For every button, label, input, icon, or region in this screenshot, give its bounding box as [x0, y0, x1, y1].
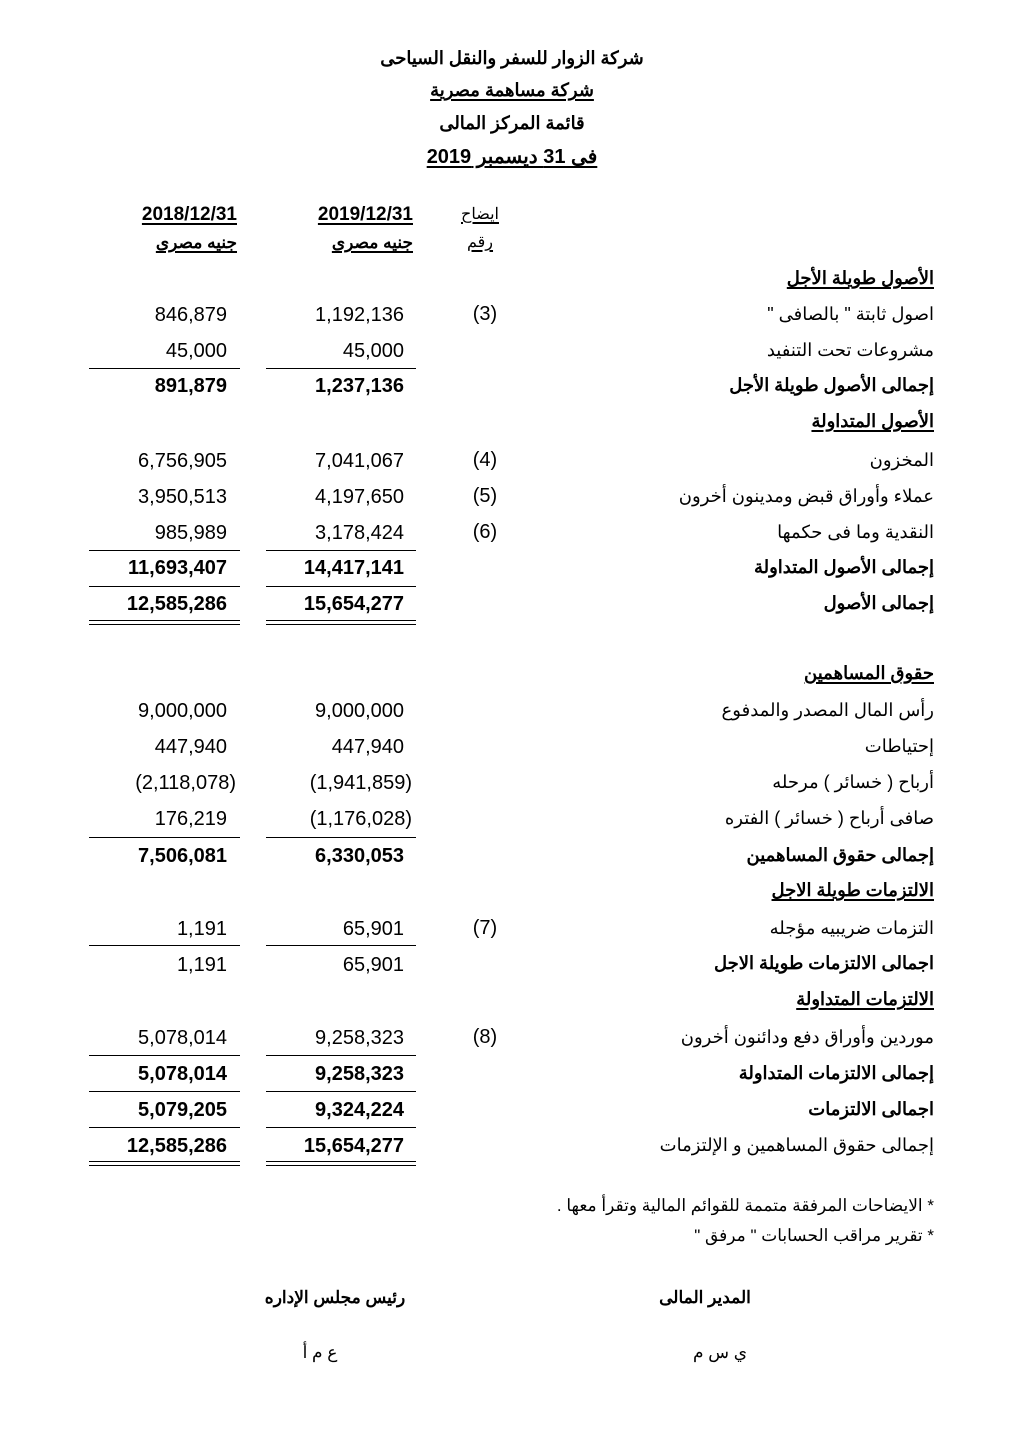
- subtotal-rule: [89, 945, 240, 946]
- total-label-equity: إجمالى حقوق المساهمين: [746, 845, 934, 865]
- subtotal-rule: [266, 1055, 416, 1056]
- total-value-2019: 65,901: [342, 954, 404, 976]
- row-label-projects-in-progress: مشروعات تحت التنفيد: [766, 340, 934, 360]
- section-heading-current-liabilities: الالتزمات المتداولة: [796, 989, 934, 1009]
- row-label-net-profit-loss: صافى أرباح ( خسائر ) الفتره: [724, 808, 934, 828]
- total-label-current-liabilities: إجمالى الالتزمات المتداولة: [738, 1063, 934, 1083]
- row-label-reserves: إحتياطات: [864, 736, 934, 756]
- subtotal-rule: [266, 945, 416, 946]
- row-label-retained-earnings: أرباح ( خسائر ) مرحله: [772, 772, 934, 792]
- row-value-2019: (1,941,859): [309, 772, 412, 794]
- subtotal-rule: [266, 1091, 416, 1092]
- row-value-2018: 6,756,905: [138, 450, 227, 472]
- total-value-2018: 1,191: [176, 954, 227, 976]
- row-label-deferred-tax: التزمات ضريبيه مؤجله: [769, 918, 934, 938]
- row-value-2019: 9,000,000: [315, 700, 404, 722]
- section-heading-equity: حقوق المساهمين: [804, 663, 934, 683]
- row-value-2018: 846,879: [154, 304, 227, 326]
- financial-manager-title: المدير المالى: [659, 1288, 751, 1307]
- total-value-2019: 9,324,224: [315, 1099, 404, 1121]
- subtotal-rule: [266, 550, 416, 551]
- row-value-2018: 45,000: [165, 340, 227, 362]
- prior-year-currency: جنيه مصرى: [155, 233, 237, 252]
- row-value-2019: 4,197,650: [315, 486, 404, 508]
- statement-date: فى 31 ديسمبر 2019: [426, 146, 598, 168]
- footnote-auditor-report: * تقرير مراقب الحسابات " مرفق ": [694, 1226, 934, 1245]
- row-value-2019: (1,176,028): [309, 808, 412, 830]
- subtotal-rule: [89, 368, 240, 369]
- subtotal-rule: [89, 837, 240, 838]
- row-label-fixed-assets: اصول ثابتة " بالصافى ": [767, 304, 934, 324]
- total-label-liabilities: اجمالى الالتزمات: [808, 1099, 934, 1119]
- row-value-2019: 45,000: [342, 340, 404, 362]
- subtotal-rule: [89, 550, 240, 551]
- note-header-line2: رقم: [466, 234, 494, 251]
- total-value-2018: 5,079,205: [138, 1099, 227, 1121]
- grand-total-double-rule: [89, 620, 240, 625]
- row-value-2019: 7,041,067: [315, 450, 404, 472]
- subtotal-rule: [89, 1127, 240, 1128]
- row-label-payables: موردين وأوراق دفع ودائنون أخرون: [680, 1027, 934, 1047]
- row-value-2019: 1,192,136: [315, 304, 404, 326]
- section-heading-current-assets: الأصول المتداولة: [811, 411, 934, 431]
- subtotal-rule: [266, 586, 416, 587]
- total-value-2018: 12,585,286: [126, 1135, 227, 1157]
- row-value-2018: 176,219: [154, 808, 227, 830]
- subtotal-rule: [266, 368, 416, 369]
- row-label-inventory: المخزون: [869, 450, 934, 470]
- total-value-2018: 11,693,407: [128, 557, 227, 579]
- subtotal-rule: [89, 586, 240, 587]
- total-label-equity-and-liabilities: إجمالى حقوق المساهمين و الإلتزمات: [659, 1135, 934, 1155]
- total-label-current-assets: إجمالى الأصول المتداولة: [753, 557, 934, 577]
- row-value-2018: 1,191: [176, 918, 227, 940]
- total-label-non-current-assets: إجمالى الأصول طويلة الأجل: [729, 375, 934, 395]
- row-value-2018: 985,989: [154, 522, 227, 544]
- row-value-2018: 3,950,513: [138, 486, 227, 508]
- total-value-2019: 14,417,141: [303, 557, 404, 579]
- row-note: (4): [472, 449, 498, 471]
- statement-title: قائمة المركز المالى: [439, 113, 585, 133]
- grand-total-double-rule: [266, 620, 416, 625]
- company-type: شركة مساهمة مصرية: [430, 80, 594, 100]
- section-heading-non-current-assets: الأصول طويلة الأجل: [786, 268, 934, 288]
- row-value-2018: 5,078,014: [138, 1027, 227, 1049]
- total-value-2018: 7,506,081: [138, 845, 227, 867]
- row-note: (6): [472, 521, 498, 543]
- row-label-cash: النقدية وما فى حكمها: [777, 522, 934, 542]
- company-name: شركة الزوار للسفر والنقل السياحى: [380, 48, 644, 68]
- chairman-title: رئيس مجلس الإداره: [264, 1288, 406, 1307]
- grand-total-double-rule: [89, 1161, 240, 1166]
- row-value-2018: 447,940: [154, 736, 227, 758]
- total-value-2019: 6,330,053: [315, 845, 404, 867]
- row-value-2018: 9,000,000: [138, 700, 227, 722]
- subtotal-rule: [89, 1055, 240, 1056]
- row-value-2018: (2,118,078): [135, 772, 236, 794]
- total-label-non-current-liabilities: اجمالى الالتزمات طويلة الاجل: [714, 953, 934, 973]
- total-value-2018: 891,879: [154, 375, 227, 397]
- footnote-notes-integral: * الايضاحات المرفقة متممة للقوائم المالية وتقرأ معها .: [556, 1196, 934, 1215]
- row-label-receivables: عملاء وأوراق قبض ومدينون أخرون: [678, 486, 934, 506]
- total-value-2019: 15,654,277: [303, 593, 404, 615]
- note-header-line1: ايضاح: [461, 206, 499, 223]
- grand-total-double-rule: [266, 1161, 416, 1166]
- subtotal-rule: [266, 1127, 416, 1128]
- row-value-2019: 9,258,323: [315, 1027, 404, 1049]
- prior-year-date: 2018/12/31: [141, 204, 237, 225]
- current-year-currency: جنيه مصرى: [331, 233, 413, 252]
- row-note: (5): [472, 485, 498, 507]
- row-note: (7): [472, 917, 498, 939]
- total-label-assets: إجمالى الأصول: [823, 593, 934, 613]
- row-value-2019: 3,178,424: [315, 522, 404, 544]
- total-value-2019: 1,237,136: [315, 375, 404, 397]
- chairman-name: ع م أ: [302, 1343, 338, 1362]
- total-value-2019: 15,654,277: [303, 1135, 404, 1157]
- total-value-2018: 12,585,286: [126, 593, 227, 615]
- financial-manager-name: ي س م: [692, 1343, 748, 1362]
- total-value-2019: 9,258,323: [315, 1063, 404, 1085]
- total-value-2018: 5,078,014: [138, 1063, 227, 1085]
- subtotal-rule: [89, 1091, 240, 1092]
- row-value-2019: 447,940: [331, 736, 404, 758]
- row-label-paid-in-capital: رأس المال المصدر والمدفوع: [721, 700, 934, 720]
- section-heading-non-current-liabilities: الالتزمات طويلة الاجل: [771, 880, 934, 900]
- current-year-date: 2019/12/31: [317, 204, 413, 225]
- row-note: (3): [472, 303, 498, 325]
- subtotal-rule: [266, 837, 416, 838]
- row-value-2019: 65,901: [342, 918, 404, 940]
- row-note: (8): [472, 1026, 498, 1048]
